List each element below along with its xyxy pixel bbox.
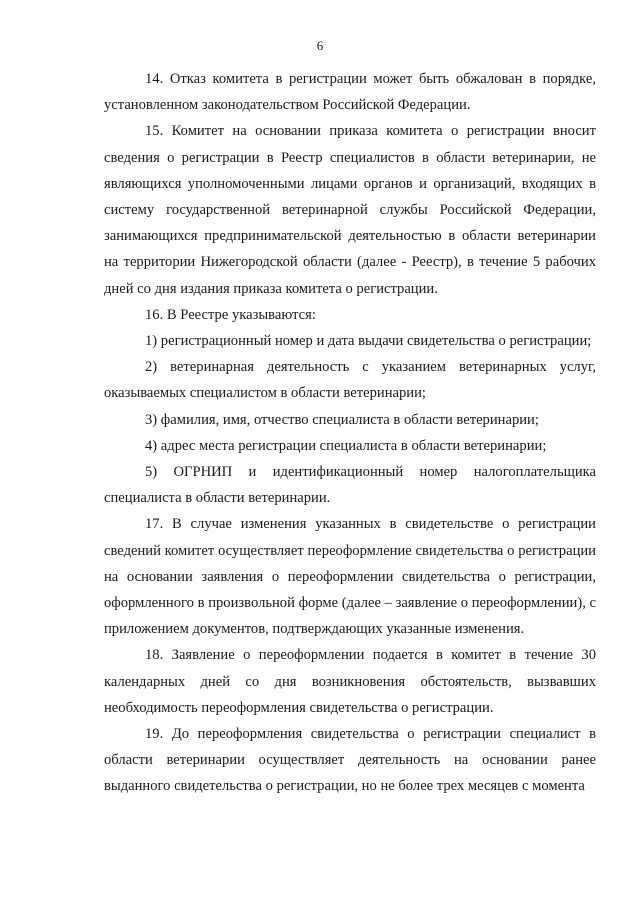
paragraph-15: 15. Комитет на основании приказа комитета о регистрации вносит сведения о регистрации в Реестр специалистов в области ветеринарии, не являющихся уполномоченными лицами органов и организаций, входящих в систему государственной ветеринарной службы Российской Федерации, занимающихся предпринимательской деятельностью в области ветеринарии на территории Нижегородской области (далее - Реестр), в течение 5 рабочих дней со дня издания приказа комитета о регистрации.: [104, 123, 596, 297]
paragraph-14: 14. Отказ комитета в регистрации может быть обжалован в порядке, установленном законодательством Российской Федерации.: [104, 71, 596, 114]
paragraph-19: 19. До переоформления свидетельства о регистрации специалист в области ветеринарии осуществляет деятельность на основании ранее выданного свидетельства о регистрации, но не более трех месяцев с момента: [104, 726, 596, 795]
paragraph-16: 16. В Реестре указываются:: [145, 306, 316, 323]
page-number: 6: [316, 38, 324, 53]
list-item-1: 1) регистрационный номер и дата выдачи свидетельства о регистрации;: [145, 333, 592, 350]
list-item-3: 3) фамилия, имя, отчество специалиста в области ветеринарии;: [145, 411, 539, 428]
paragraph-18: 18. Заявление о переоформлении подается в комитет в течение 30 календарных дней со дня возникновения обстоятельств, вызвавших необходимость переоформления свидетельства о регистрации.: [104, 647, 596, 716]
list-item-4: 4) адрес места регистрации специалиста в области ветеринарии;: [145, 437, 547, 454]
document-body: [104, 66, 596, 800]
paragraph-17: 17. В случае изменения указанных в свидетельстве о регистрации сведений комитет осуществляет переоформление свидетельства о регистрации на основании заявления о переоформлении свидетельства о регистрации, оформленного в произвольной форме (далее – заявление о переоформлении), с приложением документов, подтверждающих указанные изменения.: [104, 516, 596, 638]
list-item-5: 5) ОГРНИП и идентификационный номер налогоплательщика специалиста в области ветеринарии.: [104, 464, 596, 507]
list-item-2: 2) ветеринарная деятельность с указанием ветеринарных услуг, оказываемых специалистом в области ветеринарии;: [104, 359, 596, 402]
